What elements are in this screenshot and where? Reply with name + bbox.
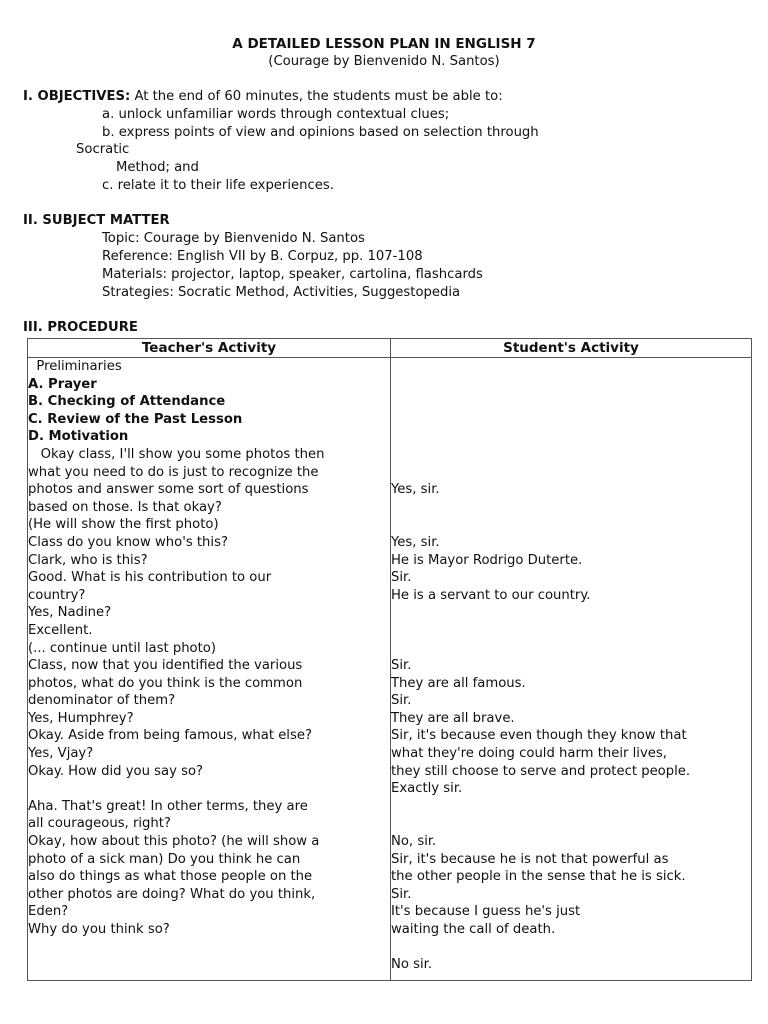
teacher-line: all courageous, right? <box>28 816 171 832</box>
objectives-intro: At the end of 60 minutes, the students must be able to: <box>134 89 503 104</box>
teacher-line: Yes, Nadine? <box>28 605 112 621</box>
teacher-line: Preliminaries <box>28 359 122 374</box>
objective-c: c. relate it to their life experiences. <box>102 178 334 193</box>
subject-matter-heading: II. SUBJECT MATTER <box>23 213 170 228</box>
subject-topic: Topic: Courage by Bienvenido N. Santos <box>102 231 365 246</box>
teacher-line: C. Review of the Past Lesson <box>28 411 243 427</box>
teacher-line: denominator of them? <box>28 693 176 709</box>
teacher-line: (He will show the first photo) <box>28 517 219 533</box>
student-line: what they're doing could harm their lives, <box>391 746 667 762</box>
student-line <box>391 798 751 816</box>
student-line: Sir. <box>391 886 412 902</box>
student-line: they still choose to serve and protect people. <box>391 763 691 779</box>
student-line <box>391 358 751 376</box>
teacher-line: Okay. Aside from being famous, what else? <box>28 728 312 744</box>
student-line: They are all famous. <box>391 675 526 691</box>
teacher-line: Okay, how about this photo? (he will show a <box>28 834 320 850</box>
teacher-line: Eden? <box>28 904 69 920</box>
teacher-line: based on those. Is that okay? <box>28 499 222 515</box>
student-line <box>391 815 751 833</box>
student-line: waiting the call of death. <box>391 922 556 937</box>
teacher-line: Good. What is his contribution to our <box>28 570 272 586</box>
teacher-line: what you need to do is just to recognize the <box>28 464 319 480</box>
student-line: They are all brave. <box>391 710 515 726</box>
teacher-line: Excellent. <box>28 622 93 638</box>
student-line: Sir. <box>391 658 412 674</box>
objective-b-line3: Method; and <box>116 160 199 175</box>
student-line <box>391 622 751 640</box>
student-activity-cell <box>391 358 752 981</box>
teacher-line: Okay class, I'll show you some photos then <box>28 446 325 462</box>
student-line: Exactly sir. <box>391 781 463 797</box>
subject-reference: Reference: English VII by B. Corpuz, pp. 107-108 <box>102 249 423 264</box>
teacher-line: photos and answer some sort of questions <box>28 482 309 498</box>
student-line: Sir. <box>391 693 412 709</box>
objective-b-line2: Socratic <box>76 142 130 157</box>
student-line: It's because I guess he's just <box>391 904 581 920</box>
student-line <box>391 411 751 429</box>
teacher-line: country? <box>28 587 86 603</box>
document-title: A DETAILED LESSON PLAN IN ENGLISH 7 <box>232 36 536 52</box>
student-line: He is Mayor Rodrigo Duterte. <box>391 552 583 568</box>
student-line: Yes, sir. <box>391 534 440 550</box>
student-activity-header: Student's Activity <box>391 339 752 358</box>
student-line: Yes, sir. <box>391 482 440 498</box>
objectives-heading: I. OBJECTIVES: <box>23 89 131 104</box>
objective-b-line1: b. express points of view and opinions based on selection through <box>102 125 539 140</box>
teacher-line: Why do you think so? <box>28 922 170 937</box>
student-line: He is a servant to our country. <box>391 587 591 603</box>
teacher-line: Yes, Humphrey? <box>28 710 134 726</box>
student-line <box>391 604 751 622</box>
teacher-line: also do things as what those people on the <box>28 869 313 885</box>
objective-a: a. unlock unfamiliar words through contextual clues; <box>102 107 450 122</box>
teacher-line: photos, what do you think is the common <box>28 675 303 691</box>
student-line <box>391 464 751 482</box>
student-line <box>391 939 751 957</box>
student-line <box>391 376 751 394</box>
teacher-line: Class, now that you identified the various <box>28 658 303 674</box>
teacher-line: other photos are doing? What do you think, <box>28 886 316 902</box>
teacher-line: D. Motivation <box>28 429 129 445</box>
student-line: No sir. <box>391 957 433 973</box>
teacher-line: photo of a sick man) Do you think he can <box>28 851 301 867</box>
teacher-line <box>28 780 390 798</box>
teacher-line: Class do you know who's this? <box>28 534 228 550</box>
student-line <box>391 428 751 446</box>
procedure-table <box>27 338 752 981</box>
teacher-line: (... continue until last photo) <box>28 640 217 656</box>
student-line <box>391 446 751 464</box>
teacher-line: Okay. How did you say so? <box>28 763 204 779</box>
student-line: No, sir. <box>391 834 437 850</box>
teacher-line: A. Prayer <box>28 376 97 392</box>
teacher-activity-cell <box>28 358 391 981</box>
document-subtitle: (Courage by Bienvenido N. Santos) <box>268 54 500 69</box>
objectives-row <box>23 88 503 106</box>
teacher-line: Aha. That's great! In other terms, they are <box>28 798 308 814</box>
teacher-line: Yes, Vjay? <box>28 746 94 762</box>
procedure-heading: III. PROCEDURE <box>23 320 138 335</box>
student-line <box>391 393 751 411</box>
student-line: Sir, it's because even though they know that <box>391 728 687 744</box>
student-line: Sir, it's because he is not that powerful as <box>391 851 669 867</box>
student-line: Sir. <box>391 570 412 586</box>
teacher-line: Clark, who is this? <box>28 552 148 568</box>
student-line <box>391 640 751 658</box>
subject-strategies: Strategies: Socratic Method, Activities, Suggestopedia <box>102 285 461 300</box>
student-line <box>391 499 751 517</box>
student-line: the other people in the sense that he is sick. <box>391 869 686 885</box>
teacher-activity-header: Teacher's Activity <box>28 339 391 358</box>
teacher-line: B. Checking of Attendance <box>28 394 226 410</box>
subject-materials: Materials: projector, laptop, speaker, cartolina, flashcards <box>102 267 483 282</box>
student-line <box>391 516 751 534</box>
